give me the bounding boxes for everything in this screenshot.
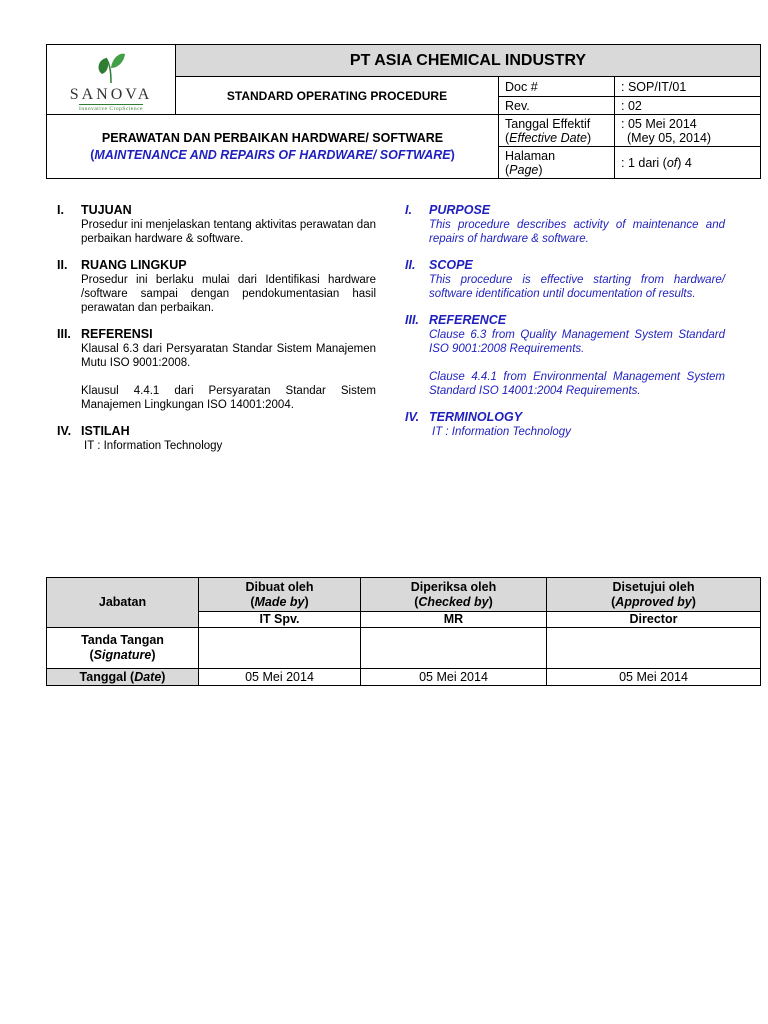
revision-value: : 02: [615, 97, 761, 115]
document-title-id: PERAWATAN DAN PERBAIKAN HARDWARE/ SOFTWARE: [101, 130, 444, 145]
sop-label: STANDARD OPERATING PROCEDURE: [176, 77, 499, 115]
section-purpose: I. PURPOSE This procedure describes activity of maintenance and repairs of hardware & software.: [405, 203, 725, 245]
section-title: REFERENSI: [81, 327, 153, 341]
section-ruang-lingkup: II. RUANG LINGKUP Prosedur ini berlaku mulai dari Identifikasi hardware /software sampai dengan pendokumentasian hasil perawatan dan perbaikan.: [57, 258, 376, 314]
jabatan-header: Jabatan: [47, 578, 199, 628]
approval-table: [46, 577, 761, 686]
logo-name: SANOVA: [69, 85, 153, 103]
date-checked-by: 05 Mei 2014: [361, 669, 547, 686]
sections-indonesian: [57, 203, 376, 465]
section-text: Prosedur ini menjelaskan tentang aktivitas perawatan dan perbaikan hardware & software.: [81, 219, 376, 245]
section-title: ISTILAH: [81, 424, 130, 438]
section-title: TERMINOLOGY: [429, 410, 523, 424]
section-text: Clause 6.3 from Quality Management System Standard ISO 9001:2008 Requirements.: [429, 329, 725, 355]
section-text: IT : Information Technology: [84, 440, 223, 452]
section-text: This procedure describes activity of maintenance and repairs of hardware & software.: [429, 219, 725, 245]
section-text: Klausul 4.4.1 dari Persyaratan Standar Sistem Manajemen Lingkungan ISO 14001:2004.: [81, 385, 376, 411]
doc-number-label: Doc #: [499, 77, 615, 97]
page-value: : 1 dari (of) 4: [615, 147, 761, 179]
section-text: Clause 4.4.1 from Environmental Management System Standard ISO 14001:2004 Requirements.: [429, 371, 725, 397]
section-reference: III. REFERENCE Clause 6.3 from Quality Management System Standard ISO 9001:2008 Requirements. Clause 4.4.1 from Environmental Management System Standard ISO 14001:2004 Requirements.: [405, 313, 725, 397]
company-logo: [47, 48, 175, 112]
signature-approved-by: [547, 628, 761, 669]
signature-label: Tanda Tangan (Signature): [47, 628, 199, 669]
section-text: This procedure is effective starting from hardware/ software identification until documentation of results.: [429, 274, 725, 300]
section-scope: II. SCOPE This procedure is effective starting from hardware/ software identification until documentation of results.: [405, 258, 725, 300]
role-made-by: IT Spv.: [199, 612, 361, 628]
logo-cell: [47, 45, 176, 115]
revision-label: Rev.: [499, 97, 615, 115]
section-referensi: III. REFERENSI Klausal 6.3 dari Persyaratan Standar Sistem Manajemen Mutu ISO 9001:2008. Klausul 4.4.1 dari Persyaratan Standar Sistem Manajemen Lingkungan ISO 14001:2004.: [57, 327, 376, 411]
doc-number-value: : SOP/IT/01: [615, 77, 761, 97]
document-title-en: (MAINTENANCE AND REPAIRS OF HARDWARE/ SOFTWARE): [90, 147, 455, 162]
date-made-by: 05 Mei 2014: [199, 669, 361, 686]
section-text: IT : Information Technology: [432, 426, 571, 438]
date-label: Tanggal (Date): [47, 669, 199, 686]
section-title: SCOPE: [429, 258, 473, 272]
section-tujuan: I. TUJUAN Prosedur ini menjelaskan tentang aktivitas perawatan dan perbaikan hardware & software.: [57, 203, 376, 245]
company-name: PT ASIA CHEMICAL INDUSTRY: [176, 45, 761, 77]
signature-made-by: [199, 628, 361, 669]
effective-date-value: : 05 Mei 2014 (Mey 05, 2014): [615, 115, 761, 147]
date-approved-by: 05 Mei 2014: [547, 669, 761, 686]
section-istilah: IV. ISTILAH IT : Information Technology: [57, 424, 376, 453]
document-title: [47, 115, 499, 179]
section-title: PURPOSE: [429, 203, 491, 217]
section-title: TUJUAN: [81, 203, 132, 217]
section-text: Klausal 6.3 dari Persyaratan Standar Sistem Manajemen Mutu ISO 9001:2008.: [81, 343, 376, 369]
signature-checked-by: [361, 628, 547, 669]
role-approved-by: Director: [547, 612, 761, 628]
made-by-header: Dibuat oleh (Made by): [199, 578, 361, 612]
section-title: RUANG LINGKUP: [81, 258, 187, 272]
effective-date-label: Tanggal Effektif (Effective Date): [499, 115, 615, 147]
section-terminology: IV. TERMINOLOGY IT : Information Technology: [405, 410, 725, 439]
section-text: Prosedur ini berlaku mulai dari Identifikasi hardware /software sampai dengan pendokumentasian hasil perawatan dan perbaikan.: [81, 274, 376, 314]
checked-by-header: Diperiksa oleh (Checked by): [361, 578, 547, 612]
approved-by-header: Disetujui oleh (Approved by): [547, 578, 761, 612]
role-checked-by: MR: [361, 612, 547, 628]
logo-tagline: Innovative CropScience: [79, 105, 143, 112]
section-title: REFERENCE: [429, 313, 507, 327]
page-label: Halaman (Page): [499, 147, 615, 179]
document-header: [46, 44, 761, 179]
leaf-icon: [96, 50, 126, 84]
sections-english: [405, 203, 725, 451]
